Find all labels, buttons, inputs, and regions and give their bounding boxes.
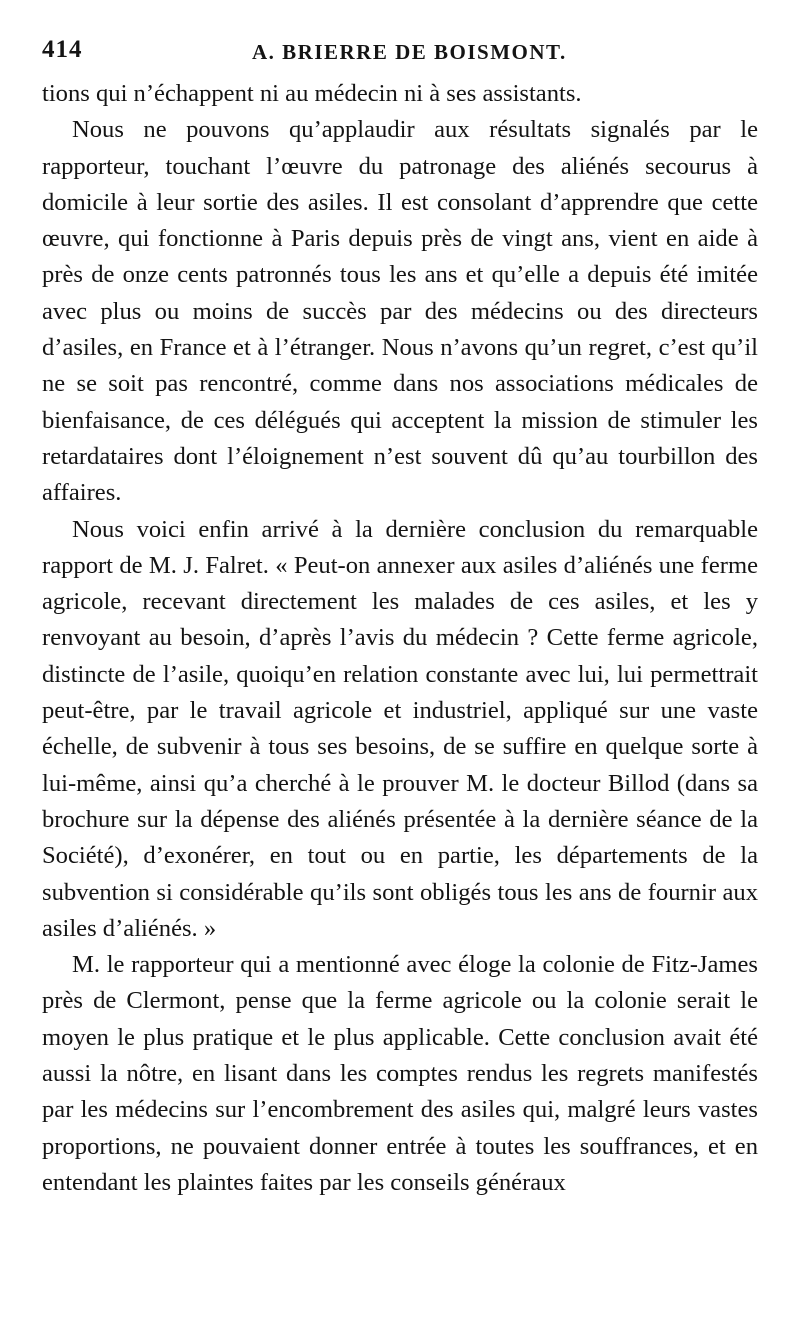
running-head: A. BRIERRE DE BOISMONT. — [252, 40, 567, 64]
paragraph-continuation: tions qui n’échappent ni au médecin ni à ses assistants. — [42, 80, 582, 107]
paragraph-conclusion-quote: Nous voici enfin arrivé à la dernière conclusion du remarquable rapport de M. J. Falret. « Peut-on annexer aux asiles d’aliénés une ferme agricole, recevant directement les malades de ces asiles, et les y renvoyant au besoin, d’après l’avis du médecin ? Cette ferme agricole, distincte de l’asile, quoiqu’en relation constante avec lui, lui permettrait peut-être, par le travail agricole et industriel, appliqué sur une vaste échelle, de subvenir à tous ses besoins, de se suffire en quelque sorte à lui-même, ainsi qu’a cherché à le prouver M. le docteur Billod (dans sa brochure sur la dépense des aliénés présentée à la dernière séance de la Société), d’exonérer, en tout ou en partie, les départements de la subvention si considérable qu’ils sont obligés tous les ans de fournir aux asiles d’aliénés. » — [42, 515, 758, 942]
page-header — [42, 36, 758, 76]
book-page — [42, 36, 758, 1201]
paragraph-colonie: M. le rapporteur qui a mentionné avec éloge la colonie de Fitz-James près de Clermont, pense que la ferme agricole ou la colonie serait le moyen le plus pratique et le plus applicable. Cette conclusion avait été aussi la nôtre, en lisant dans les comptes rendus les regrets manifestés par les médecins sur l’encombrement des asiles qui, malgré leurs vastes proportions, ne pouvaient donner entrée à toutes les souffrances, et en entendant les plaintes faites par les conseils généraux — [42, 951, 758, 1196]
page-number: 414 — [42, 36, 83, 63]
paragraph-patronage: Nous ne pouvons qu’applaudir aux résultats signalés par le rapporteur, touchant l’œuvre du patronage des aliénés secourus à domicile à leur sortie des asiles. Il est consolant d’apprendre que cette œuvre, qui fonctionne à Paris depuis près de vingt ans, vient en aide à près de onze cents patronnés tous les ans et qu’elle a depuis été imitée avec plus ou moins de succès par des médecins ou des directeurs d’asiles, en France et à l’étranger. Nous n’avons qu’un regret, c’est qu’il ne se soit pas rencontré, comme dans nos associations médicales de bienfaisance, de ces délégués qui acceptent la mission de stimuler les retardataires dont l’éloignement n’est souvent dû qu’au tourbillon des affaires. — [42, 116, 758, 507]
body-text — [42, 76, 758, 1201]
